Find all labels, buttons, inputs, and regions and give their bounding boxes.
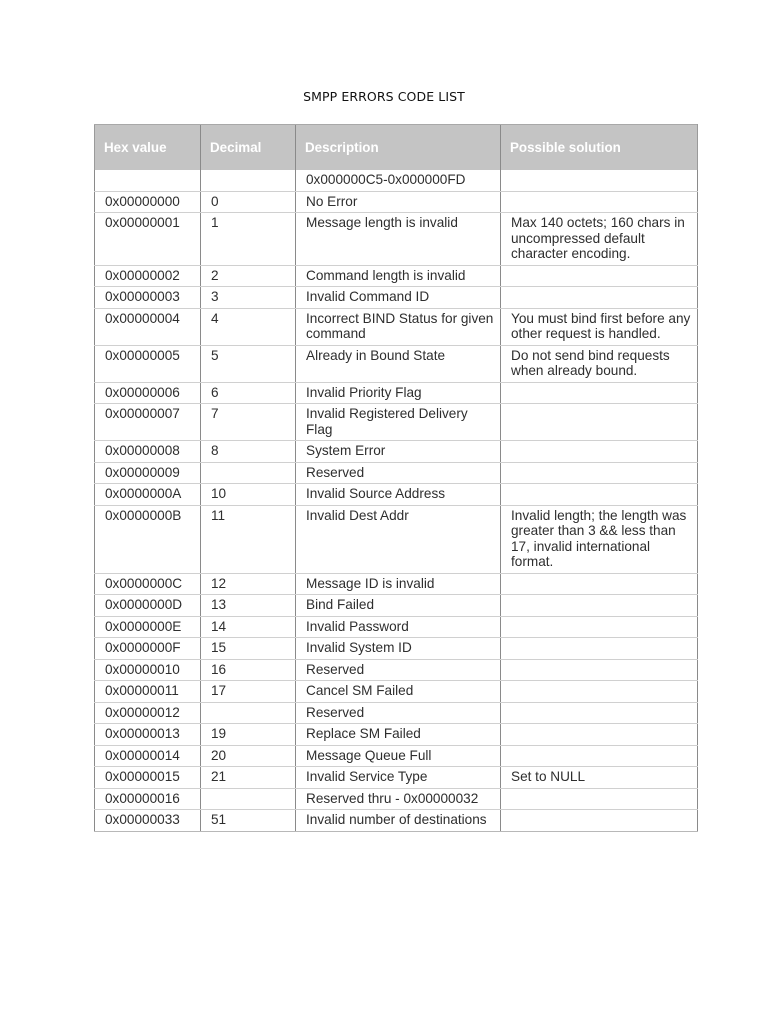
- description-cell: Invalid Source Address: [296, 484, 501, 506]
- decimal-cell: 2: [201, 265, 296, 287]
- hex-value-cell: 0x00000000: [95, 191, 201, 213]
- description-cell: Invalid Priority Flag: [296, 382, 501, 404]
- decimal-cell: 16: [201, 659, 296, 681]
- decimal-cell: 7: [201, 404, 296, 441]
- error-code-table: [94, 124, 698, 832]
- hex-value-cell: 0x00000006: [95, 382, 201, 404]
- decimal-cell: 11: [201, 505, 296, 573]
- description-cell: 0x000000C5-0x000000FD: [296, 170, 501, 191]
- table-row: [95, 404, 698, 441]
- table-row: [95, 308, 698, 345]
- solution-cell: [501, 441, 698, 463]
- description-cell: Message length is invalid: [296, 213, 501, 266]
- description-cell: Invalid number of destinations: [296, 810, 501, 832]
- solution-cell: [501, 702, 698, 724]
- table-row: [95, 265, 698, 287]
- hex-value-cell: 0x00000014: [95, 745, 201, 767]
- decimal-cell: 17: [201, 681, 296, 703]
- table-row: [95, 170, 698, 191]
- table-row: [95, 382, 698, 404]
- description-cell: Cancel SM Failed: [296, 681, 501, 703]
- description-cell: Invalid Dest Addr: [296, 505, 501, 573]
- solution-cell: Max 140 octets; 160 chars in uncompressed default character encoding.: [501, 213, 698, 266]
- table-row: [95, 595, 698, 617]
- description-cell: No Error: [296, 191, 501, 213]
- decimal-cell: 4: [201, 308, 296, 345]
- description-cell: Reserved: [296, 462, 501, 484]
- decimal-cell: [201, 462, 296, 484]
- hex-value-cell: 0x0000000D: [95, 595, 201, 617]
- table-row: [95, 788, 698, 810]
- hex-value-cell: 0x00000013: [95, 724, 201, 746]
- description-cell: Already in Bound State: [296, 345, 501, 382]
- header-hex-value: Hex value: [95, 125, 201, 171]
- hex-value-cell: 0x0000000C: [95, 573, 201, 595]
- description-cell: Invalid System ID: [296, 638, 501, 660]
- hex-value-cell: 0x00000033: [95, 810, 201, 832]
- description-cell: Message ID is invalid: [296, 573, 501, 595]
- hex-value-cell: 0x0000000E: [95, 616, 201, 638]
- table-row: [95, 659, 698, 681]
- hex-value-cell: 0x00000001: [95, 213, 201, 266]
- solution-cell: [501, 170, 698, 191]
- solution-cell: [501, 462, 698, 484]
- solution-cell: [501, 681, 698, 703]
- solution-cell: [501, 404, 698, 441]
- table-row: [95, 745, 698, 767]
- description-cell: Reserved: [296, 702, 501, 724]
- decimal-cell: 5: [201, 345, 296, 382]
- solution-cell: [501, 484, 698, 506]
- description-cell: Message Queue Full: [296, 745, 501, 767]
- table-row: [95, 462, 698, 484]
- decimal-cell: 0: [201, 191, 296, 213]
- hex-value-cell: 0x00000004: [95, 308, 201, 345]
- description-cell: Invalid Service Type: [296, 767, 501, 789]
- table-row: [95, 573, 698, 595]
- solution-cell: [501, 616, 698, 638]
- hex-value-cell: [95, 170, 201, 191]
- solution-cell: [501, 659, 698, 681]
- solution-cell: [501, 638, 698, 660]
- description-cell: Invalid Registered Delivery Flag: [296, 404, 501, 441]
- solution-cell: [501, 191, 698, 213]
- table-row: [95, 484, 698, 506]
- description-cell: Replace SM Failed: [296, 724, 501, 746]
- description-cell: Command length is invalid: [296, 265, 501, 287]
- table-row: [95, 702, 698, 724]
- hex-value-cell: 0x00000003: [95, 287, 201, 309]
- hex-value-cell: 0x00000002: [95, 265, 201, 287]
- hex-value-cell: 0x0000000A: [95, 484, 201, 506]
- table-row: [95, 616, 698, 638]
- header-possible-solution: Possible solution: [501, 125, 698, 171]
- decimal-cell: 21: [201, 767, 296, 789]
- solution-cell: [501, 810, 698, 832]
- table-row: [95, 724, 698, 746]
- decimal-cell: 1: [201, 213, 296, 266]
- description-cell: Invalid Command ID: [296, 287, 501, 309]
- decimal-cell: 13: [201, 595, 296, 617]
- solution-cell: [501, 265, 698, 287]
- hex-value-cell: 0x00000015: [95, 767, 201, 789]
- table-row: [95, 191, 698, 213]
- decimal-cell: [201, 788, 296, 810]
- hex-value-cell: 0x00000007: [95, 404, 201, 441]
- table-body: [95, 170, 698, 831]
- table-row: [95, 810, 698, 832]
- solution-cell: [501, 788, 698, 810]
- decimal-cell: 19: [201, 724, 296, 746]
- hex-value-cell: 0x0000000F: [95, 638, 201, 660]
- hex-value-cell: 0x00000016: [95, 788, 201, 810]
- hex-value-cell: 0x00000009: [95, 462, 201, 484]
- decimal-cell: 12: [201, 573, 296, 595]
- table-row: [95, 441, 698, 463]
- decimal-cell: 15: [201, 638, 296, 660]
- decimal-cell: 14: [201, 616, 296, 638]
- solution-cell: [501, 724, 698, 746]
- table-row: [95, 345, 698, 382]
- decimal-cell: [201, 702, 296, 724]
- hex-value-cell: 0x00000012: [95, 702, 201, 724]
- header-row: [95, 125, 698, 171]
- table-row: [95, 505, 698, 573]
- header-decimal: Decimal: [201, 125, 296, 171]
- solution-cell: [501, 595, 698, 617]
- hex-value-cell: 0x00000011: [95, 681, 201, 703]
- table-row: [95, 213, 698, 266]
- table-header: [95, 125, 698, 171]
- table-row: [95, 681, 698, 703]
- solution-cell: [501, 382, 698, 404]
- hex-value-cell: 0x0000000B: [95, 505, 201, 573]
- description-cell: Reserved thru - 0x00000032: [296, 788, 501, 810]
- solution-cell: Invalid length; the length was greater than 3 && less than 17, invalid international format.: [501, 505, 698, 573]
- table-row: [95, 287, 698, 309]
- hex-value-cell: 0x00000005: [95, 345, 201, 382]
- solution-cell: [501, 745, 698, 767]
- description-cell: Invalid Password: [296, 616, 501, 638]
- decimal-cell: 8: [201, 441, 296, 463]
- decimal-cell: 3: [201, 287, 296, 309]
- hex-value-cell: 0x00000008: [95, 441, 201, 463]
- solution-cell: [501, 573, 698, 595]
- solution-cell: Do not send bind requests when already bound.: [501, 345, 698, 382]
- hex-value-cell: 0x00000010: [95, 659, 201, 681]
- decimal-cell: 6: [201, 382, 296, 404]
- table-row: [95, 638, 698, 660]
- description-cell: Bind Failed: [296, 595, 501, 617]
- description-cell: System Error: [296, 441, 501, 463]
- solution-cell: You must bind first before any other request is handled.: [501, 308, 698, 345]
- header-description: Description: [296, 125, 501, 171]
- decimal-cell: 51: [201, 810, 296, 832]
- description-cell: Reserved: [296, 659, 501, 681]
- solution-cell: Set to NULL: [501, 767, 698, 789]
- decimal-cell: 20: [201, 745, 296, 767]
- solution-cell: [501, 287, 698, 309]
- decimal-cell: 10: [201, 484, 296, 506]
- decimal-cell: [201, 170, 296, 191]
- description-cell: Incorrect BIND Status for given command: [296, 308, 501, 345]
- document-title: SMPP ERRORS CODE LIST: [303, 89, 465, 104]
- table-row: [95, 767, 698, 789]
